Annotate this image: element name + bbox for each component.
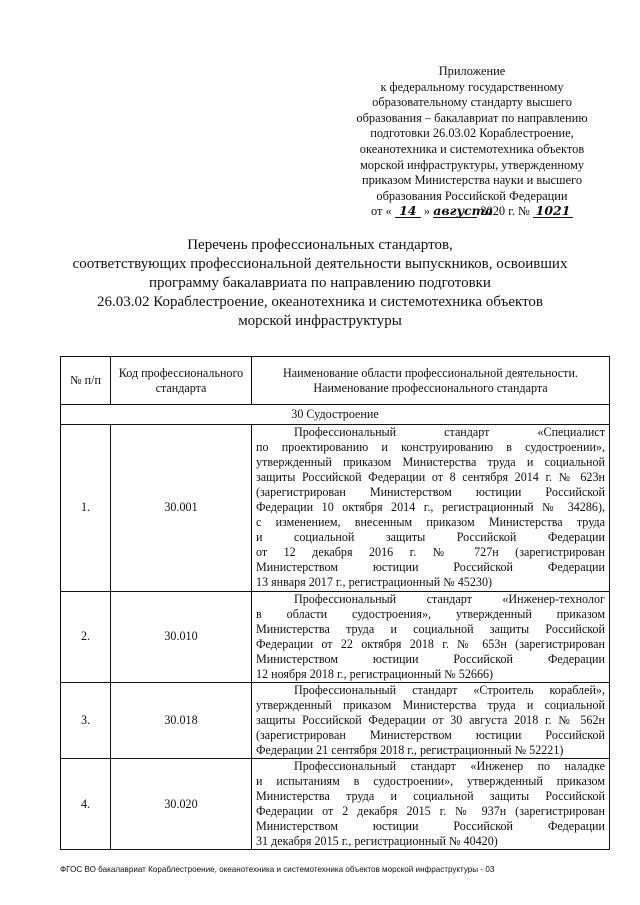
page-footer: ФГОС ВО бакалавриат Кораблестроение, океанотехника и системотехника объектов морской инфраструктуры - 03 — [60, 865, 495, 874]
description-line: Профессиональный стандарт «Инженер по наладке — [294, 759, 605, 774]
table-row — [61, 591, 610, 682]
header-code: Код профессионального стандарта — [111, 357, 252, 405]
header-num: № п/п — [61, 357, 111, 405]
appendix-line: образования – бакалавриат по направлению — [356, 110, 588, 125]
date-prefix: от « — [370, 204, 392, 219]
row-code: 30.010 — [111, 591, 252, 682]
description-line: Министерства труда и социальной защиты Российской — [256, 621, 605, 636]
handwritten-month: августа — [433, 203, 493, 219]
appendix-line: морской инфраструктуры, утвержденному — [359, 157, 585, 172]
description-line: Профессиональный стандарт «Инженер-технолог — [294, 591, 605, 606]
description-line: по проектированию и конструированию в судостроении», — [256, 440, 605, 455]
description-line: (зарегистрирован Министерством юстиции Российской — [256, 485, 605, 500]
description-line: Федерации 10 октября 2014 г., регистрационный № 34286), — [256, 500, 605, 515]
description-line: защиты Российской Федерации от 30 августа 2018 г. № 562н — [256, 712, 605, 727]
header-name: Наименование области профессиональной деятельности. Наименование профессионального стандарта — [252, 357, 610, 405]
appendix-line: подготовки 26.03.02 Кораблестроение, — [370, 126, 574, 141]
row-description — [252, 682, 610, 758]
document-title — [40, 236, 600, 331]
date-mid: » — [423, 204, 431, 219]
row-code: 30.001 — [111, 425, 252, 592]
description-line: Федерации от 2 декабря 2015 г. № 937н (зарегистрирован — [256, 804, 605, 819]
appendix-line: приказом Министерства науки и высшего — [361, 173, 583, 188]
title-line: 26.03.02 Кораблестроение, океанотехника и системотехника объектов — [96, 294, 544, 310]
row-num: 4. — [61, 759, 111, 850]
section-title: 30 Судостроение — [61, 405, 610, 425]
section-row — [61, 405, 610, 425]
description-line: Министерством юстиции Российской Федерации — [256, 560, 605, 575]
table-row — [61, 425, 610, 592]
appendix-line: к федеральному государственному — [380, 79, 564, 94]
description-line: от 12 декабря 2016 г. № 727н (зарегистрирован — [256, 545, 605, 560]
handwritten-day: 14 — [395, 204, 421, 218]
description-line: в области судостроения», утвержденный приказом — [256, 606, 605, 621]
description-line: Федерации от 22 октября 2018 г. № 653н (зарегистрирован — [256, 636, 605, 651]
table-row — [61, 682, 610, 758]
description-line: защиты Российской Федерации от 8 сентября 2014 г. № 623н — [256, 470, 605, 485]
description-line: Министерством юстиции Российской Федерации — [256, 651, 605, 666]
title-line: соответствующих профессиональной деятельности выпускников, освоивших — [72, 256, 568, 272]
description-line: 12 ноября 2018 г., регистрационный № 52666) — [256, 666, 494, 681]
description-line: Министерства труда и социальной защиты Российской — [256, 789, 605, 804]
appendix-line: образования Российской Федерации — [376, 188, 568, 203]
appendix-line: Приложение — [438, 64, 506, 78]
description-line: Профессиональный стандарт «Специалист — [294, 425, 605, 439]
date-year: 2020 г. № — [480, 204, 530, 219]
description-line: и испытаниям в судостроении», утвержденный приказом — [256, 774, 605, 789]
table-row — [61, 759, 610, 850]
table-header-row — [61, 357, 610, 405]
description-line: утвержденный приказом Министерства труда и социальной — [256, 697, 605, 712]
row-num: 1. — [61, 425, 111, 592]
row-description — [252, 425, 610, 592]
row-num: 3. — [61, 682, 111, 758]
order-date-line — [352, 204, 592, 220]
title-line: морской инфраструктуры — [238, 313, 402, 329]
description-line: Профессиональный стандарт «Строитель кораблей», — [294, 682, 605, 697]
description-line: Федерации 21 сентября 2018 г., регистрационный № 52221) — [256, 742, 564, 757]
row-code: 30.018 — [111, 682, 252, 758]
appendix-line: образовательному стандарту высшего — [372, 95, 572, 110]
row-description — [252, 591, 610, 682]
description-line: 31 декабря 2015 г., регистрационный № 40420) — [256, 834, 498, 849]
description-line: и социальной защиты Российской Федерации — [256, 530, 605, 545]
description-line: утвержденный приказом Министерства труда и социальной — [256, 455, 605, 470]
row-num: 2. — [61, 591, 111, 682]
title-line: Перечень профессиональных стандартов, — [187, 237, 453, 253]
row-code: 30.020 — [111, 759, 252, 850]
appendix-line: океанотехника и системотехника объектов — [359, 141, 585, 156]
description-line: 13 января 2017 г., регистрационный № 45230) — [256, 575, 493, 590]
handwritten-order-number: 1021 — [533, 204, 573, 218]
description-line: (зарегистрирован Министерством юстиции Российской — [256, 727, 605, 742]
description-line: с изменением, внесенным приказом Министерства труда — [256, 515, 605, 530]
title-line: программу бакалавриата по направлению подготовки — [149, 275, 491, 291]
row-description — [252, 759, 610, 850]
description-line: Министерством юстиции Российской Федерации — [256, 819, 605, 834]
appendix-header — [352, 64, 592, 220]
standards-table — [60, 356, 610, 850]
